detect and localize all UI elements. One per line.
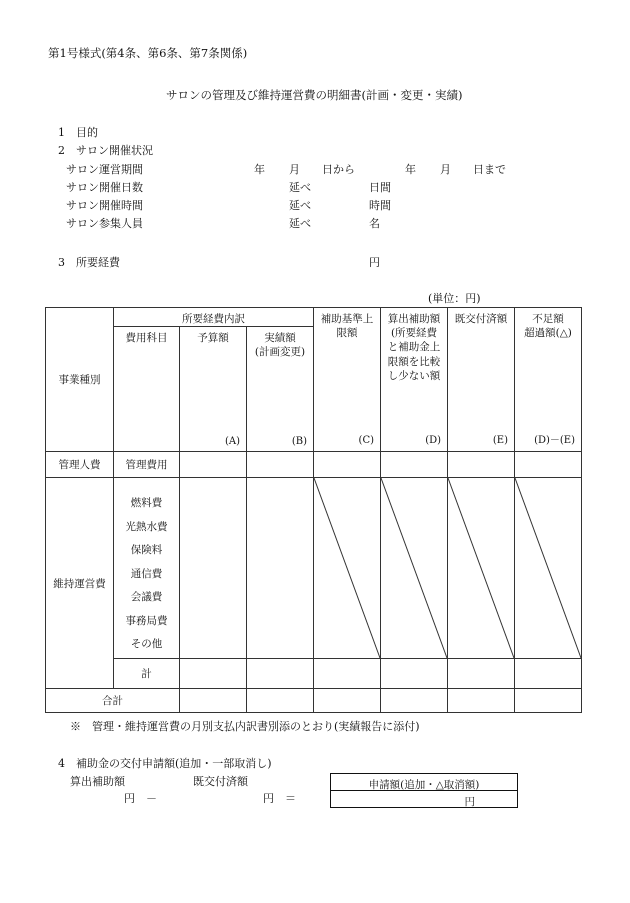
maint-item-insurance: 保険料 bbox=[130, 544, 163, 556]
salon-days-unit: 日間 bbox=[369, 181, 391, 194]
subtotal-standard-cell[interactable] bbox=[314, 659, 381, 689]
maint-calc-cell-crossed bbox=[381, 478, 448, 659]
salon-days-label: サロン開催日数 bbox=[66, 181, 143, 194]
total-budget-cell[interactable] bbox=[180, 689, 247, 713]
maint-item-fuel: 燃料費 bbox=[130, 497, 163, 509]
salon-hours-label: サロン開催時間 bbox=[66, 199, 143, 212]
section-3-unit: 円 bbox=[369, 256, 380, 269]
item-header: 費用科目 bbox=[114, 327, 180, 452]
maint-paid-cell-crossed bbox=[448, 478, 515, 659]
calc-subsidy-unit: 円 － bbox=[124, 792, 157, 805]
maint-item-meeting: 会議費 bbox=[130, 591, 163, 603]
expense-table bbox=[45, 307, 582, 713]
subtotal-label: 計 bbox=[114, 659, 180, 689]
form-number: 第1号様式(第4条、第6条、第7条関係) bbox=[48, 46, 248, 60]
mgmt-budget-cell[interactable] bbox=[180, 452, 247, 478]
total-standard-cell[interactable] bbox=[314, 689, 381, 713]
section-1-label: 1 目的 bbox=[58, 126, 98, 139]
period-year-to: 年 bbox=[405, 163, 416, 176]
maint-items-cell bbox=[114, 478, 180, 659]
maint-item-secretariat: 事務局費 bbox=[125, 614, 168, 627]
application-amount-label: 申請額(追加・△取消額) bbox=[368, 779, 480, 791]
paid-amount-label: 既交付済額 bbox=[193, 775, 248, 788]
salon-attendance-total: 延べ bbox=[289, 217, 311, 230]
salon-period-label: サロン運営期間 bbox=[66, 163, 143, 176]
application-amount-unit: 円 bbox=[464, 796, 475, 808]
salon-days-total: 延べ bbox=[289, 181, 311, 194]
salon-attendance-label: サロン参集人員 bbox=[66, 217, 143, 230]
total-calc-cell[interactable] bbox=[381, 689, 448, 713]
period-month-from: 月 bbox=[289, 163, 300, 176]
maint-diff-cell-crossed bbox=[515, 478, 582, 659]
unit-note: (単位：円) bbox=[428, 292, 481, 305]
total-diff-cell[interactable] bbox=[515, 689, 582, 713]
mgmt-actual-cell[interactable] bbox=[247, 452, 314, 478]
breakdown-header: 所要経費内訳 bbox=[114, 308, 314, 327]
document-title: サロンの管理及び維持運営費の明細書(計画・変更・実績) bbox=[166, 88, 463, 102]
letter-e: (E) bbox=[492, 435, 509, 446]
total-label: 合計 bbox=[46, 689, 180, 713]
actual-header: 実績額 (計画変更) (B) bbox=[247, 327, 314, 452]
letter-b: (B) bbox=[291, 436, 308, 447]
subtotal-diff-cell[interactable] bbox=[515, 659, 582, 689]
maint-type-cell: 維持運営費 bbox=[46, 478, 114, 689]
paid-amount-unit: 円 ＝ bbox=[263, 792, 296, 805]
maint-item-other: その他 bbox=[130, 638, 163, 650]
maint-actual-cell[interactable] bbox=[247, 478, 314, 659]
maint-budget-cell[interactable] bbox=[180, 478, 247, 659]
letter-c: (C) bbox=[358, 435, 375, 446]
period-day-from: 日から bbox=[322, 163, 355, 176]
subtotal-calc-cell[interactable] bbox=[381, 659, 448, 689]
mgmt-calc-cell[interactable] bbox=[381, 452, 448, 478]
period-month-to: 月 bbox=[440, 163, 451, 176]
section-3-label: 3 所要経費 bbox=[58, 256, 120, 269]
total-actual-cell[interactable] bbox=[247, 689, 314, 713]
section-2-label: 2 サロン開催状況 bbox=[58, 144, 153, 157]
mgmt-diff-cell[interactable] bbox=[515, 452, 582, 478]
difference-header: 不足額 超過額(△) (D)－(E) bbox=[515, 308, 582, 452]
letter-d-minus-e: (D)－(E) bbox=[534, 435, 576, 446]
paid-header: 既交付済額 (E) bbox=[448, 308, 515, 452]
letter-a: (A) bbox=[224, 436, 240, 447]
salon-hours-total: 延べ bbox=[289, 199, 311, 212]
salon-hours-unit: 時間 bbox=[369, 199, 391, 212]
calc-subsidy-label: 算出補助額 bbox=[70, 775, 125, 788]
mgmt-type-cell: 管理人費 bbox=[46, 452, 114, 478]
business-type-header: 事業種別 bbox=[46, 308, 114, 452]
period-year-from: 年 bbox=[254, 163, 265, 176]
maint-standard-cell-crossed bbox=[314, 478, 381, 659]
calc-subsidy-header: 算出補助額 (所要経費 と補助金上 限額を比較 し少ない額 (D) bbox=[381, 308, 448, 452]
salon-attendance-unit: 名 bbox=[369, 217, 380, 230]
period-day-to: 日まで bbox=[473, 163, 506, 176]
subtotal-actual-cell[interactable] bbox=[247, 659, 314, 689]
mgmt-standard-cell[interactable] bbox=[314, 452, 381, 478]
application-amount-box bbox=[330, 773, 518, 808]
maint-item-communication: 通信費 bbox=[130, 567, 163, 580]
monthly-breakdown-note: ※ 管理・維持運営費の月別支払内訳書別添のとおり(実績報告に添付) bbox=[70, 720, 420, 733]
mgmt-paid-cell[interactable] bbox=[448, 452, 515, 478]
letter-d: (D) bbox=[425, 435, 442, 446]
budget-header: 予算額 (A) bbox=[180, 327, 247, 452]
maint-item-utilities: 光熱水費 bbox=[125, 520, 168, 533]
standard-limit-header: 補助基準上 限額 (C) bbox=[314, 308, 381, 452]
section-4-label: 4 補助金の交付申請額(追加・一部取消し) bbox=[58, 757, 272, 770]
subtotal-paid-cell[interactable] bbox=[448, 659, 515, 689]
subtotal-budget-cell[interactable] bbox=[180, 659, 247, 689]
total-paid-cell[interactable] bbox=[448, 689, 515, 713]
mgmt-item-cell: 管理費用 bbox=[114, 452, 180, 478]
